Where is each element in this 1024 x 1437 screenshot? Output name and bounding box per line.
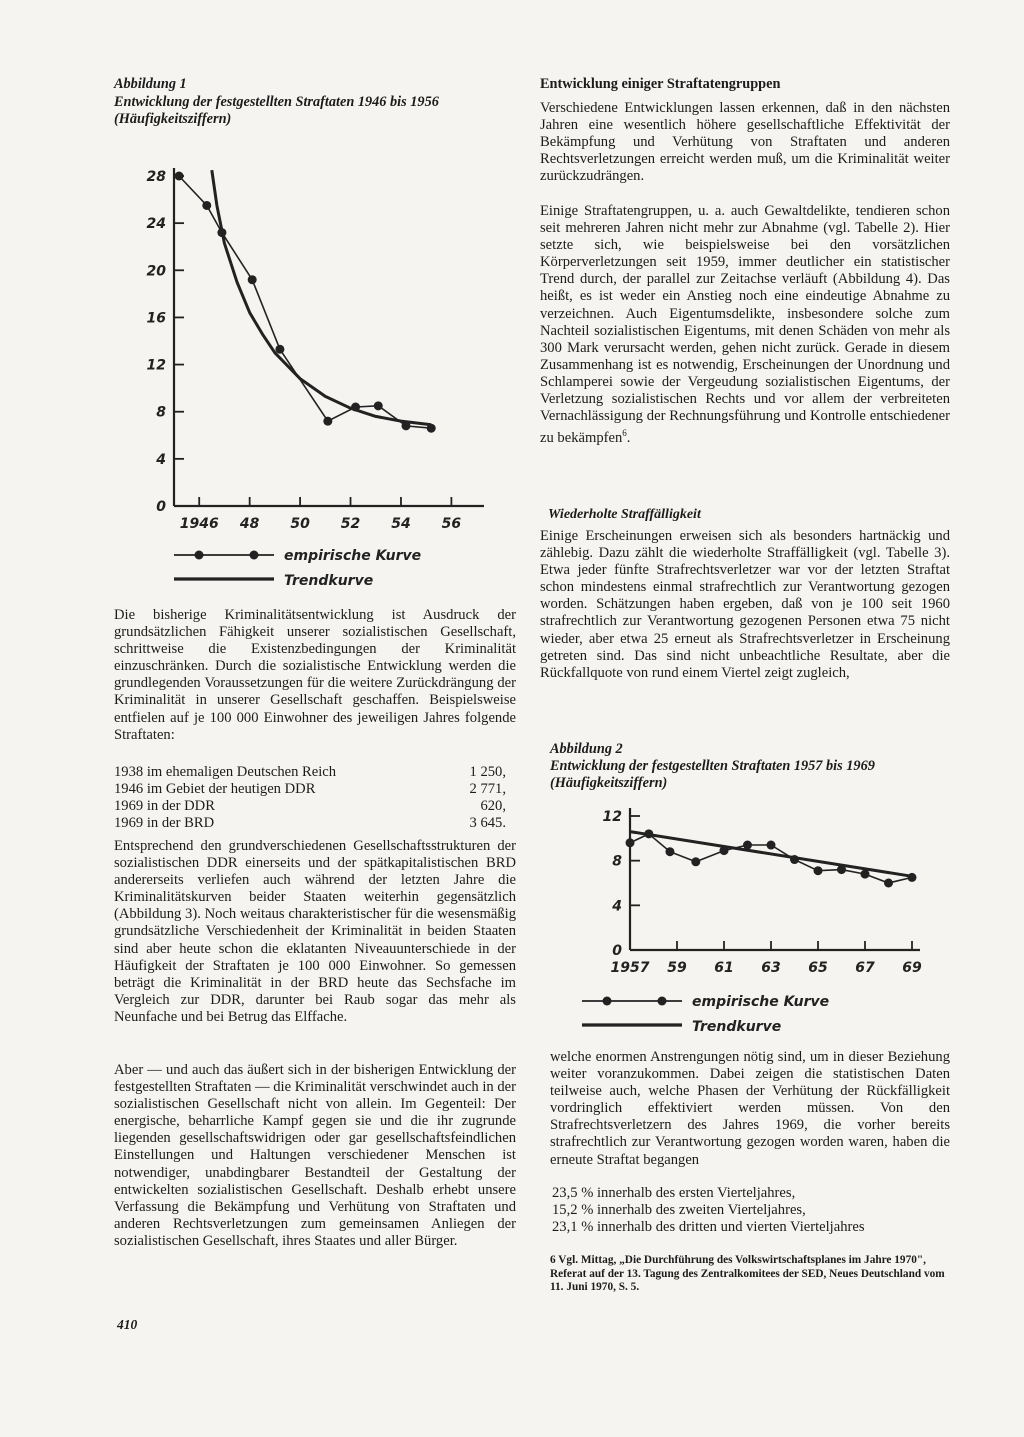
paragraph-crime-groups bbox=[540, 203, 950, 447]
data-point bbox=[248, 275, 257, 284]
y-tick-label: 0 bbox=[156, 499, 166, 515]
x-tick-label: 65 bbox=[808, 960, 828, 976]
figure2-title: Entwicklung der festgestellten Straftaten 1957 bis 1969 bbox=[550, 758, 875, 774]
data-point bbox=[790, 855, 799, 864]
legend-trend-label: Trendkurve bbox=[692, 1019, 782, 1035]
x-tick-label: 52 bbox=[340, 516, 361, 532]
x-tick-label: 54 bbox=[391, 516, 411, 532]
data-point bbox=[175, 172, 184, 181]
x-tick-label: 63 bbox=[761, 960, 781, 976]
data-point bbox=[720, 846, 729, 855]
page-number: 410 bbox=[117, 1317, 138, 1332]
data-point bbox=[202, 201, 211, 210]
stat-value: 2 771, bbox=[469, 781, 506, 797]
trend-line bbox=[212, 170, 431, 425]
percent-row: 23,1 % innerhalb des dritten und vierten Vierteljahres bbox=[552, 1219, 865, 1235]
stat-row bbox=[114, 764, 506, 781]
data-point bbox=[908, 873, 917, 882]
data-point bbox=[402, 421, 411, 430]
data-point bbox=[837, 865, 846, 874]
footnote: 6 Vgl. Mittag, „Die Durchführung des Volkswirtschaftsplanes im Jahre 1970", Referat auf der 13. Tagung des Zentralkomitees der SED, Neues Deutschland vom 11. Juni 1970, S. 5. bbox=[550, 1254, 945, 1293]
x-tick-label: 67 bbox=[855, 960, 875, 976]
legend-empirical-label: empirische Kurve bbox=[692, 994, 830, 1010]
y-tick-label: 4 bbox=[612, 898, 622, 915]
stat-value: 3 645. bbox=[469, 815, 506, 831]
x-tick-label: 1957 bbox=[610, 960, 650, 976]
data-point bbox=[691, 857, 700, 866]
paragraph-conclusion: Aber — und auch das äußert sich in der bisherigen Entwicklung der festgestellten Straftaten — die Kriminalität verschwindet auch in der sozialistischen Gesellschaft nicht von allein. Im Gegenteil: Der energische, beharrliche Kampf gegen sie und die ihr zugrunde liegenden gesellschaftswidrigen oder gar gesellschaftsfeindlichen Einstellungen und Haltungen verschiedener Menschen ist notwendiger, unabdingbarer Bestandteil der Gestaltung der entwickelten sozialistischen Gesellschaft. Deshalb erhebt unsere Verfassung die Bekämpfung und Verhütung von Straftaten und anderen Rechtsverletzungen zum gemeinsamen Anliegen der sozialistischen Gesellschaft, ihres Staates und aller Bürger. bbox=[114, 1062, 517, 1249]
data-point bbox=[351, 403, 360, 412]
stat-label: 1969 in der DDR bbox=[114, 798, 215, 814]
y-tick-label: 12 bbox=[146, 357, 166, 374]
figure2-subtitle: (Häufigkeitsziffern) bbox=[550, 775, 668, 791]
x-tick-label: 1946 bbox=[179, 516, 219, 532]
footnote-reference: 6 bbox=[622, 428, 627, 439]
legend-empirical-marker bbox=[250, 551, 259, 560]
data-point bbox=[217, 228, 226, 237]
stat-row bbox=[114, 798, 506, 815]
y-tick-label: 4 bbox=[156, 451, 166, 468]
x-tick-label: 61 bbox=[714, 960, 734, 976]
stat-value: 1 250, bbox=[469, 764, 506, 780]
x-tick-label: 69 bbox=[902, 960, 922, 976]
x-tick-label: 56 bbox=[441, 516, 462, 532]
data-point bbox=[427, 424, 436, 433]
legend-empirical-label: empirische Kurve bbox=[284, 548, 422, 564]
data-point bbox=[665, 847, 674, 856]
paragraph-repeat-offending: Einige Erscheinungen erweisen sich als besonders hartnäckig und zählebig. Dazu zählt die wiederholte Straffälligkeit (vgl. Tabelle 3). Etwa jeder fünfte Strafrechtsverletzer war vor der letzten Straftat schon mindestens einmal strafrechtlich zur Verantwortung gezogen worden. Schätzungen haben ergeben, daß von je 100 seit 1960 strafrechtlich zur Verantwortung gezogenen Personen etwa 75 nicht wieder, aber etwa 25 erneut als Strafrechtsverletzer in Erscheinung getreten sind. Das sind nicht unbeachtliche Resultate, aber die Rückfallquote von rund einem Viertel zeigt zugleich, bbox=[540, 528, 950, 681]
legend-trend-label: Trendkurve bbox=[284, 573, 374, 589]
x-tick-label: 48 bbox=[239, 516, 260, 532]
stat-label: 1946 im Gebiet der heutigen DDR bbox=[114, 781, 316, 797]
data-point bbox=[743, 841, 752, 850]
empirical-line bbox=[179, 176, 431, 428]
percent-row: 23,5 % innerhalb des ersten Vierteljahres, bbox=[552, 1185, 796, 1201]
percent-row: 15,2 % innerhalb des zweiten Vierteljahres, bbox=[552, 1202, 806, 1218]
paragraph-recidivism: welche enormen Anstrengungen nötig sind, um in dieser Beziehung weiter voranzukommen. Dabei zeigen die statistischen Daten teilweise auch, welche Phasen der Verhütung der Rückfälligkeit vordringlich effektiviert werden müssen. Von den Strafrechtsverletzern des Jahres 1969, die vorher bereits strafrechtlich zur Verantwortung gezogen worden waren, haben die erneute Straftat begangen bbox=[550, 1049, 950, 1168]
legend-empirical-marker bbox=[603, 997, 612, 1006]
y-tick-label: 28 bbox=[146, 169, 166, 185]
paragraph-end: . bbox=[626, 430, 631, 447]
data-point bbox=[644, 829, 653, 838]
figure2-chart bbox=[540, 798, 950, 1043]
data-point bbox=[626, 838, 635, 847]
stat-value: 620, bbox=[480, 798, 506, 814]
stat-row bbox=[114, 781, 506, 798]
paragraph-developments: Verschiedene Entwicklungen lassen erkennen, daß in den nächsten Jahren eine wesentlich höhere gesellschaftliche Effektivität der Bekämpfung und Verhütung von Straftaten und anderen Rechtsverletzungen erreicht werden muß, um die Kriminalität weiter zurückzudrängen. bbox=[540, 100, 950, 185]
y-tick-label: 8 bbox=[156, 404, 166, 421]
data-point bbox=[861, 870, 870, 879]
stat-row bbox=[114, 815, 506, 832]
y-tick-label: 24 bbox=[146, 216, 166, 233]
section-heading: Entwicklung einiger Straftatengruppen bbox=[540, 76, 781, 92]
figure2-label: Abbildung 2 bbox=[550, 741, 623, 757]
y-tick-label: 8 bbox=[612, 853, 622, 870]
paragraph-comparison: Entsprechend den grundverschiedenen Gesellschaftsstrukturen der sozialistischen DDR einerseits und der spätkapitalistischen BRD andererseits verliefen auch während der letzten Jahre die Kriminalitätskurven beider Staaten weiterhin gegensätzlich (Abbildung 3). Noch weitaus charakteristischer für die wesensmäßig grundsätzliche Verschiedenheit der Kriminalität in beiden Staaten sind aber heute schon die eklatanten Niveauunterschiede in der Häufigkeit der Straftaten je 100 000 Einwohner. So gemessen beträgt die Kriminalität in der BRD heute das Sechsfache im Vergleich zur DDR, darunter bei Raub sogar das mehr als Neunfache und bei Betrug das Elffache. bbox=[114, 838, 516, 1025]
paragraph-intro: Die bisherige Kriminalitätsentwicklung ist Ausdruck der grundsätzlichen Fähigkeit unserer sozialistischen Gesellschaft, schrittweise die Existenzbedingungen der Kriminalität einzuschränken. Durch die sozialistische Entwicklung werden die grundlegenden Voraussetzungen für die weitere Zurückdrängung der Kriminalität in unserer Gesellschaft geschaffen. Beispielsweise entfielen auf je 100 000 Einwohner des jeweiligen Jahres folgende Straftaten: bbox=[114, 607, 516, 743]
y-tick-label: 16 bbox=[146, 310, 166, 327]
data-point bbox=[884, 879, 893, 888]
x-tick-label: 50 bbox=[290, 516, 310, 532]
paragraph-text: Einige Straftatengruppen, u. a. auch Gewaltdelikte, tendieren schon seit mehreren Jahren nicht mehr zur Abnahme (vgl. Tabelle 2). Hier setzte sich, wie beispielsweise bei den vorsätzlichen Körperverletzungen seit 1959, immer deutlicher ein statistischer Trend durch, der parallel zur Zeitachse verläuft (Abbildung 4). Das heißt, es ist weder ein Anstieg noch eine eindeutige Abnahme zu verzeichnen. Auch Eigentumsdelikte, insbesondere solche zum Nachteil sozialistischen Eigentums, mit denen Schäden von mehr als 300 Mark verursacht werden, gehen nicht zurück. Gerade in diesem Zusammenhang ist es notwendig, Erscheinungen der Unordnung und Schlamperei sowie der Vergeudung sozialistischen Eigentums, der Verletzung sozialistischen Rechts und vor allem der verbreiteten Vernachlässigung der Rechnungsführung und Kontrolle entschiedener zu bekämpfen bbox=[540, 203, 950, 447]
figure1-label: Abbildung 1 bbox=[114, 76, 187, 92]
y-tick-label: 12 bbox=[602, 809, 622, 825]
stat-label: 1969 in der BRD bbox=[114, 815, 215, 831]
data-point bbox=[374, 401, 383, 410]
figure1-subtitle: (Häufigkeitsziffern) bbox=[114, 111, 232, 127]
data-point bbox=[767, 841, 776, 850]
y-tick-label: 20 bbox=[146, 263, 166, 280]
legend-empirical-marker bbox=[195, 551, 204, 560]
x-tick-label: 59 bbox=[667, 960, 687, 976]
figure1-chart bbox=[144, 150, 524, 600]
figure1-title: Entwicklung der festgestellten Straftaten 1946 bis 1956 bbox=[114, 94, 439, 110]
data-point bbox=[275, 345, 284, 354]
legend-empirical-marker bbox=[658, 997, 667, 1006]
y-tick-label: 0 bbox=[612, 943, 622, 959]
subsection-heading: Wiederholte Straffälligkeit bbox=[548, 507, 701, 522]
data-point bbox=[323, 417, 332, 426]
data-point bbox=[814, 866, 823, 875]
stat-label: 1938 im ehemaligen Deutschen Reich bbox=[114, 764, 337, 780]
